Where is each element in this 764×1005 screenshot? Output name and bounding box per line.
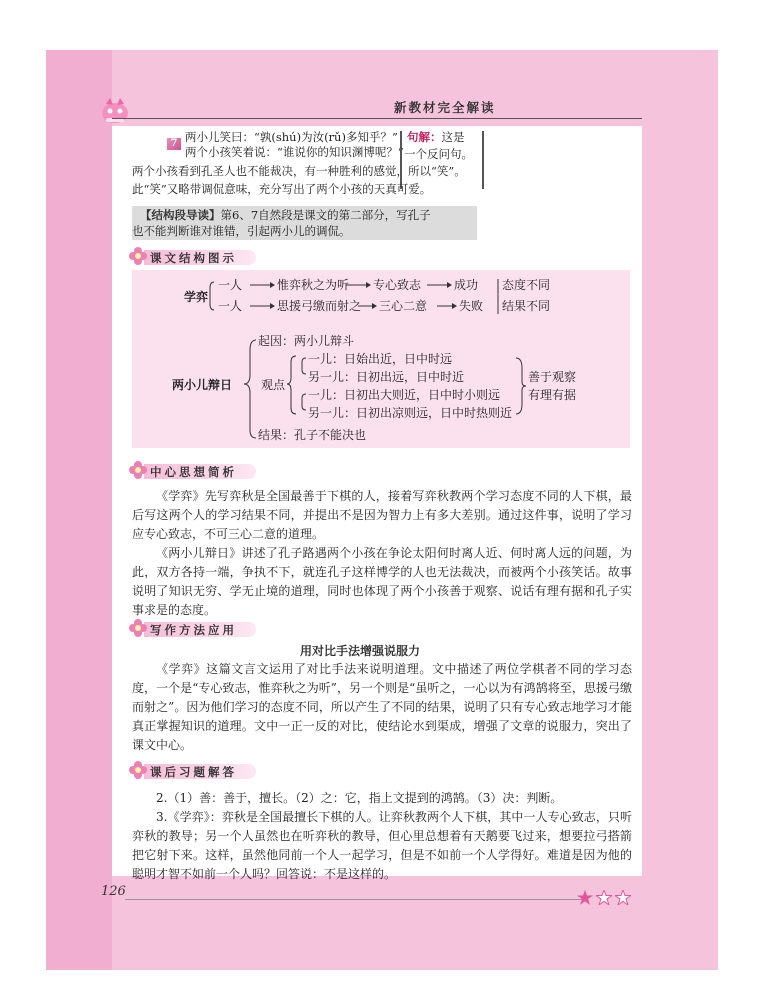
flower-icon [128, 246, 148, 266]
structure-diagram [132, 270, 630, 448]
viewpoint-item: 另一儿：日初出凉则远，日中时热则近 [308, 406, 513, 420]
note-text-2: 一个反问句。 [404, 147, 473, 161]
difficulty-stars [577, 890, 631, 905]
translation-line: 两个小孩笑着说：“谁说你的知识渊博呢？” [185, 145, 404, 159]
viewpoint-label: 观点 [261, 378, 286, 392]
structure-guide-text: 第6、7自然段是课文的第二部分，写孔子 [220, 208, 431, 222]
left-pink-band [46, 50, 112, 970]
section-heading-writing [128, 618, 258, 638]
writing-paragraphs [132, 660, 632, 755]
star-outline-icon [596, 890, 612, 905]
section-heading-label: 课文结构图示 [150, 251, 237, 265]
liangxiaoer-label: 两小儿辩日 [172, 378, 233, 392]
section-heading-idea [128, 460, 258, 480]
diagram-node: 成功 [454, 278, 479, 292]
section-heading-label: 中心思想简析 [150, 465, 237, 479]
structure-guide-text: 也不能判断谁对谁错，引起两小儿的调侃。 [132, 224, 351, 238]
diagram-node: 思援弓缴而射之 [277, 299, 362, 313]
diagram-node: 惟弈秋之为听 [277, 278, 350, 292]
diagram-result: 结果：孔子不能决也 [258, 428, 367, 442]
explanation-line: 两个小孩看到孔圣人也不能裁决，有一种胜利的感觉，所以“笑”。 [132, 164, 466, 178]
flower-icon [128, 618, 148, 638]
diagram-cause: 起因：两小儿辩斗 [258, 334, 355, 348]
writing-subtitle: 用对比手法增强说服力 [300, 644, 421, 658]
idea-paragraph: 《两小儿辩日》讲述了孔子路遇两个小孩在争论太阳何时离人近、何时离人远的问题，为此，双方各持一端，争执不下，就连孔子这样博学的人也无法裁决，而被两个小孩笑话。故事说明了知识无穷、学无止境的道理，同时也体现了两个小孩善于观察、说话有理有据和孔子实事求是的态度。 [132, 546, 632, 617]
diagram-node: 专心致志 [373, 278, 422, 292]
structure-guide-line [140, 207, 431, 223]
writing-paragraph: 《学弈》这篇文言文运用了对比手法来说明道理。文中描述了两位学棋者不同的学习态度，一个是“专心致志，惟弈秋之为听”，另一个则是“虽听之，一心以为有鸿鹄将至，思援弓缴而射之”。因为他们学习的态度不同，所以产生了不同的结果，说明了只有专心致志地学习才能真正掌握知识的道理。文中一正一反的对比，使结论水到渠成，增强了文章的说服力，突出了课文中心。 [132, 662, 632, 752]
section-heading-structure [128, 246, 258, 266]
exercise-answer: 2.（1）善：善于，擅长。（2）之：它，指上文提到的鸿鹄。（3）决：判断。 [156, 791, 563, 805]
structure-guide-label: 【结构段导读】 [140, 208, 221, 222]
star-outline-icon [615, 890, 631, 905]
diagram-trait: 善于观察 [528, 370, 577, 384]
idea-paragraphs [132, 487, 632, 620]
paragraph-number-badge: 7 [167, 138, 181, 150]
note-title [407, 130, 465, 145]
diagram-conclusion: 态度不同 [502, 278, 551, 292]
section-heading-label: 课后习题解答 [150, 765, 237, 779]
diagram-node: 三心二意 [379, 299, 428, 313]
star-filled-icon [577, 890, 593, 905]
section-heading-exercise [128, 760, 258, 780]
note-text-1: 这是 [441, 130, 465, 144]
footer-divider [125, 899, 585, 900]
diagram-node: 一人 [218, 278, 243, 292]
flower-icon [128, 760, 148, 780]
diagram-trait: 有理有据 [528, 388, 577, 402]
diagram-node: 失败 [459, 299, 484, 313]
page-number: 126 [101, 884, 126, 899]
note-title-label: 句解： [407, 130, 442, 144]
viewpoint-item: 一儿：日初出大则近，日中时小则远 [308, 388, 501, 402]
section-heading-label: 写作方法应用 [150, 623, 237, 637]
explanation-line: 此“笑”又略带调侃意味，充分写出了两个小孩的天真可爱。 [132, 182, 432, 196]
exercise-paragraphs [132, 789, 632, 884]
diagram-conclusion: 结果不同 [502, 299, 551, 313]
viewpoint-item: 另一儿：日初出远，日中时近 [308, 370, 465, 384]
header-divider [112, 118, 642, 119]
xueyi-label: 学弈 [184, 290, 209, 304]
diagram-node: 一人 [218, 299, 243, 313]
header-title: 新教材完全解读 [394, 100, 496, 115]
idea-paragraph: 《学弈》先写弈秋是全国最善于下棋的人，接着写弈秋教两个学习态度不同的人下棋，最后写这两个人的学习结果不同，并提出不是因为智力上有多大差别。通过这件事，说明了学习应专心致志，不可三心二意的道理。 [132, 489, 632, 541]
flower-icon [128, 460, 148, 480]
original-text-line: 两小儿笑曰：“孰(shú)为汝(rǔ)多知乎？” [185, 130, 398, 144]
exercise-answer: 3.《学弈》：弈秋是全国最擅长下棋的人。让弈秋教两个人下棋，其中一人专心致志，只听弈秋的教导；另一个人虽然也在听弈秋的教导，但心里总想着有天鹅要飞过来，想要拉弓搭箭把它射下来。这样，虽然他同前一个人一起学习，但是不如前一个人学得好。难道是因为他的聪明才智不如前一个人吗？回答说：不是这样的。 [132, 810, 632, 881]
cartoon-logo-icon [100, 96, 130, 124]
viewpoint-item: 一儿：日始出近，日中时远 [308, 352, 453, 366]
